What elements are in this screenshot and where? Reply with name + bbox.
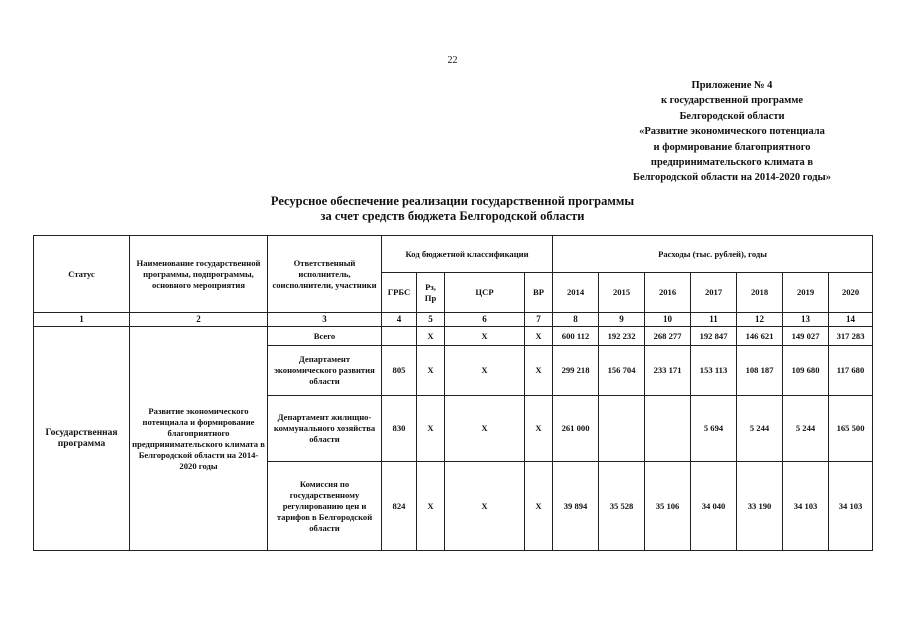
column-number: 12 [737, 313, 783, 327]
column-number: 4 [382, 313, 417, 327]
value-cell: 39 894 [553, 462, 599, 551]
table-row [34, 327, 873, 346]
value-cell: 233 171 [645, 346, 691, 396]
header-year: 2019 [783, 273, 829, 313]
value-cell [645, 396, 691, 462]
grbs-cell: 805 [382, 346, 417, 396]
vr-cell: X [525, 327, 553, 346]
value-cell: 261 000 [553, 396, 599, 462]
column-number: 1 [34, 313, 130, 327]
value-cell: 5 244 [737, 396, 783, 462]
appendix-line: Белгородской области на 2014-2020 годы» [633, 172, 831, 184]
value-cell [599, 396, 645, 462]
responsible-cell: Департамент экономического развития области [268, 346, 382, 396]
column-number: 3 [268, 313, 382, 327]
page-number: 22 [447, 55, 458, 66]
responsible-cell: Департамент жилищно-коммунального хозяйства области [268, 396, 382, 462]
header-name: Наименование государственной программы, подпрограммы, основного мероприятия [130, 236, 268, 313]
header-year: 2015 [599, 273, 645, 313]
appendix-line: и формирование благоприятного [653, 141, 811, 153]
appendix-line: Приложение № 4 [691, 80, 773, 91]
value-cell: 317 283 [829, 327, 873, 346]
title-line: за счет средств бюджета Белгородской области [320, 209, 585, 223]
csr-cell: X [445, 462, 525, 551]
value-cell: 34 103 [783, 462, 829, 551]
vr-cell: X [525, 346, 553, 396]
value-cell: 268 277 [645, 327, 691, 346]
header-year: 2020 [829, 273, 873, 313]
vr-cell: X [525, 396, 553, 462]
title-line: Ресурсное обеспечение реализации государственной программы [270, 194, 635, 208]
status-cell: Государственная программа [34, 327, 130, 551]
resource-table [33, 235, 873, 551]
value-cell: 117 680 [829, 346, 873, 396]
value-cell: 34 040 [691, 462, 737, 551]
value-cell: 34 103 [829, 462, 873, 551]
column-number: 7 [525, 313, 553, 327]
header-budget-code: Код бюджетной классификации [382, 236, 553, 273]
value-cell: 192 847 [691, 327, 737, 346]
header-rzpr: Рз, Пр [417, 273, 445, 313]
header-year: 2018 [737, 273, 783, 313]
header-year: 2014 [553, 273, 599, 313]
csr-cell: X [445, 346, 525, 396]
value-cell: 149 027 [783, 327, 829, 346]
appendix-caption [600, 78, 864, 186]
value-cell: 5 244 [783, 396, 829, 462]
value-cell: 299 218 [553, 346, 599, 396]
value-cell: 146 621 [737, 327, 783, 346]
appendix-line: «Развитие экономического потенциала [639, 126, 825, 138]
rzpr-cell: X [417, 346, 445, 396]
value-cell: 192 232 [599, 327, 645, 346]
grbs-cell [382, 327, 417, 346]
column-number: 6 [445, 313, 525, 327]
column-number: 2 [130, 313, 268, 327]
responsible-cell: Всего [268, 327, 382, 346]
value-cell: 156 704 [599, 346, 645, 396]
column-number: 13 [783, 313, 829, 327]
program-name-cell: Развитие экономического потенциала и формирование благоприятного предпринимательского климата в Белгородской области на 2014-2020 годы [130, 327, 268, 551]
header-year: 2017 [691, 273, 737, 313]
column-number: 5 [417, 313, 445, 327]
appendix-line: Белгородской области [679, 110, 785, 122]
value-cell: 153 113 [691, 346, 737, 396]
grbs-cell: 824 [382, 462, 417, 551]
value-cell: 35 528 [599, 462, 645, 551]
responsible-cell: Комиссия по государственному регулированию цен и тарифов в Белгородской области [268, 462, 382, 551]
column-number: 8 [553, 313, 599, 327]
header-expenses: Расходы (тыс. рублей), годы [553, 236, 873, 273]
header-grbs: ГРБС [382, 273, 417, 313]
rzpr-cell: X [417, 462, 445, 551]
column-number: 14 [829, 313, 873, 327]
csr-cell: X [445, 327, 525, 346]
value-cell: 33 190 [737, 462, 783, 551]
value-cell: 109 680 [783, 346, 829, 396]
value-cell: 165 500 [829, 396, 873, 462]
column-number: 11 [691, 313, 737, 327]
vr-cell: X [525, 462, 553, 551]
header-status: Статус [34, 236, 130, 313]
value-cell: 108 187 [737, 346, 783, 396]
document-title [180, 194, 725, 224]
column-number: 10 [645, 313, 691, 327]
appendix-line: к государственной программе [660, 95, 804, 107]
header-vr: ВР [525, 273, 553, 313]
csr-cell: X [445, 396, 525, 462]
header-year: 2016 [645, 273, 691, 313]
value-cell: 600 112 [553, 327, 599, 346]
appendix-line: предпринимательского климата в [650, 157, 814, 169]
value-cell: 5 694 [691, 396, 737, 462]
column-number: 9 [599, 313, 645, 327]
header-responsible: Ответственный исполнитель, соисполнители, участники [268, 236, 382, 313]
rzpr-cell: X [417, 327, 445, 346]
header-csr: ЦСР [445, 273, 525, 313]
grbs-cell: 830 [382, 396, 417, 462]
value-cell: 35 106 [645, 462, 691, 551]
rzpr-cell: X [417, 396, 445, 462]
